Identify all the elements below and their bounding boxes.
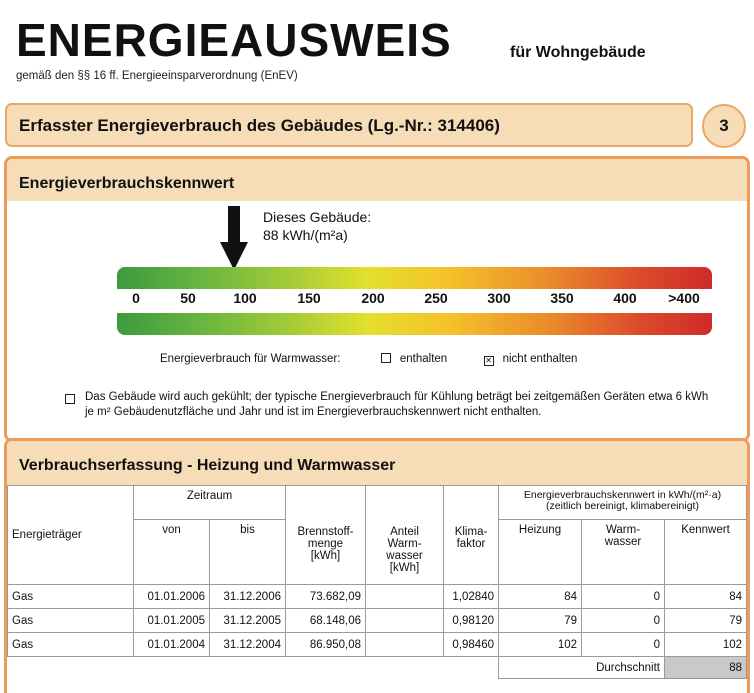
cell-bis: 31.12.2006 xyxy=(210,585,286,609)
cell-kennwert: 84 xyxy=(665,585,747,609)
verbrauch-title: Verbrauchserfassung - Heizung und Warmwasser xyxy=(19,457,396,474)
cell-menge: 73.682,09 xyxy=(286,585,366,609)
cooling-text: Das Gebäude wird auch gekühlt; der typische Energieverbrauch für Kühlung beträgt bei zeitgemäßen Geräten etwa 6 kWh je m² Gebäudenutzfläche und Jahr und ist im Energieverbrauchskennwert nicht enthalten. xyxy=(85,391,709,418)
cell-traeger: Gas xyxy=(8,585,134,609)
kennwert-section xyxy=(4,156,750,442)
this-building-label: Dieses Gebäude: xyxy=(263,209,372,225)
col-header-brennstoff: Brennstoff- menge [kWh] xyxy=(286,486,366,585)
scale-tick: 0 xyxy=(132,290,140,306)
cell-anteil xyxy=(366,585,444,609)
option-enthalten: enthalten xyxy=(399,353,448,365)
cell-heizung: 102 xyxy=(499,633,582,657)
cell-von: 01.01.2006 xyxy=(134,585,210,609)
average-row xyxy=(8,657,747,679)
scale-tick: 100 xyxy=(233,290,257,306)
cell-traeger: Gas xyxy=(8,633,134,657)
checkbox-enthalten[interactable] xyxy=(381,353,391,363)
average-label: Durchschnitt xyxy=(499,657,665,679)
arrow-down-icon xyxy=(220,206,248,270)
document-title: ENERGIEAUSWEIS xyxy=(16,14,452,66)
legal-reference: gemäß den §§ 16 ff. Energieeinsparverordnung (EnEV) xyxy=(16,70,298,82)
section-header-bar xyxy=(5,103,693,147)
cell-menge: 86.950,08 xyxy=(286,633,366,657)
document-subtitle: für Wohngebäude xyxy=(510,44,646,61)
cooling-note xyxy=(69,390,709,420)
col-header-zeitraum: Zeitraum xyxy=(134,486,286,520)
cell-von: 01.01.2004 xyxy=(134,633,210,657)
scale-tick: 200 xyxy=(361,290,385,306)
scale-tick: 350 xyxy=(550,290,574,306)
col-header-traeger: Energieträger xyxy=(8,486,134,585)
cell-klima: 0,98460 xyxy=(444,633,499,657)
warmwasser-row xyxy=(160,353,640,366)
cell-traeger: Gas xyxy=(8,609,134,633)
cell-bis: 31.12.2005 xyxy=(210,609,286,633)
cell-warmwasser: 0 xyxy=(582,633,665,657)
cell-heizung: 84 xyxy=(499,585,582,609)
cell-klima: 0,98120 xyxy=(444,609,499,633)
cell-von: 01.01.2005 xyxy=(134,609,210,633)
kennwert-header xyxy=(7,159,747,201)
consumption-table xyxy=(7,485,747,679)
cell-warmwasser: 0 xyxy=(582,609,665,633)
table-row xyxy=(8,585,747,609)
cell-warmwasser: 0 xyxy=(582,585,665,609)
col-header-klima: Klima- faktor xyxy=(444,486,499,585)
building-value-label xyxy=(263,208,371,244)
verbrauch-header xyxy=(7,441,747,485)
cell-klima: 1,02840 xyxy=(444,585,499,609)
scale-tick: 50 xyxy=(180,290,196,306)
scale-tick: 400 xyxy=(613,290,637,306)
kennwert-title: Energieverbrauchskennwert xyxy=(19,175,235,192)
checkbox-cooling[interactable] xyxy=(65,394,75,404)
scale-tick: 300 xyxy=(487,290,511,306)
col-header-heizung: Heizung xyxy=(499,520,582,585)
col-header-warmwasser: Warm- wasser xyxy=(582,520,665,585)
this-building-value: 88 kWh/(m²a) xyxy=(263,227,348,243)
table-row xyxy=(8,633,747,657)
average-value: 88 xyxy=(665,657,747,679)
col-header-bis: bis xyxy=(210,520,286,585)
checkbox-nicht-enthalten[interactable]: ✕ xyxy=(485,356,492,365)
col-header-von: von xyxy=(134,520,210,585)
cell-heizung: 79 xyxy=(499,609,582,633)
cell-kennwert: 79 xyxy=(665,609,747,633)
scale-tick: 150 xyxy=(297,290,321,306)
scale-tick: 250 xyxy=(424,290,448,306)
col-header-kennwert: Kennwert xyxy=(665,520,747,585)
cell-anteil xyxy=(366,609,444,633)
verbrauch-section xyxy=(4,438,750,693)
cell-bis: 31.12.2004 xyxy=(210,633,286,657)
warmwasser-label: Energieverbrauch für Warmwasser: xyxy=(160,353,341,365)
cell-kennwert: 102 xyxy=(665,633,747,657)
option-nicht-enthalten: nicht enthalten xyxy=(502,353,578,365)
scale-tick: >400 xyxy=(668,290,700,306)
page-number-badge: 3 xyxy=(702,104,746,148)
col-header-kennwert-group: Energieverbrauchskennwert in kWh/(m²·a) (zeitlich bereinigt, klimabereinigt) xyxy=(499,486,747,520)
col-header-anteil: Anteil Warm- wasser [kWh] xyxy=(366,486,444,585)
table-row xyxy=(8,609,747,633)
cell-anteil xyxy=(366,633,444,657)
cell-menge: 68.148,06 xyxy=(286,609,366,633)
section-title: Erfasster Energieverbrauch des Gebäudes (Lg.-Nr.: 314406) xyxy=(19,116,500,135)
